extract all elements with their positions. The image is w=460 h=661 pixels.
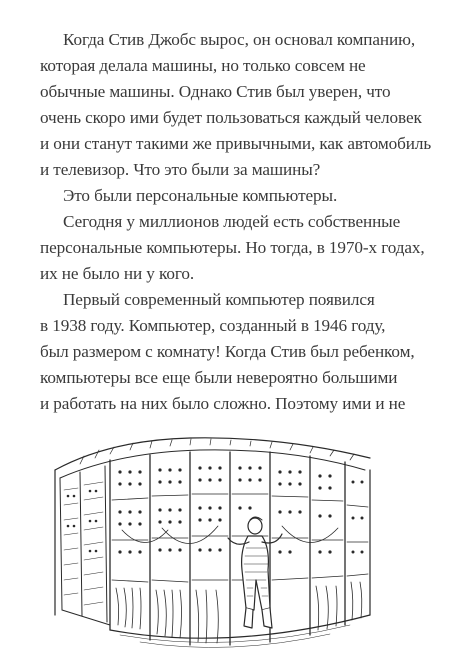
- text-line: их не было ни у кого.: [40, 264, 195, 283]
- text-line: и работать на них было сложно. Поэтому ими и не: [40, 394, 406, 413]
- text-line: в 1938 году. Компьютер, созданный в 1946 году,: [40, 316, 386, 335]
- text-line: компьютеры все еще были невероятно большими: [40, 368, 398, 387]
- text-line: которая делала машины, но только совсем не: [40, 56, 366, 75]
- text-line: персональные компьютеры. Но тогда, в 1970-х годах,: [40, 238, 425, 257]
- text-line: и они станут такими же привычными, как автомобиль: [40, 134, 432, 153]
- text-line: обычные машины. Однако Стив был уверен, что: [40, 82, 391, 101]
- text-line: Это были персональные компьютеры.: [63, 186, 338, 205]
- text-line: Сегодня у миллионов людей есть собственные: [63, 212, 401, 231]
- text-line: Когда Стив Джобс вырос, он основал компанию,: [63, 30, 416, 49]
- text-line: и телевизор. Что это были за машины?: [40, 160, 321, 179]
- text-line: Первый современный компьютер появился: [63, 290, 375, 309]
- text-line: был размером с комнату! Когда Стив был ребенком,: [40, 342, 415, 361]
- vintage-computer-room-drawing-icon: [50, 430, 380, 655]
- text-line: очень скоро ими будет пользоваться каждый человек: [40, 108, 422, 127]
